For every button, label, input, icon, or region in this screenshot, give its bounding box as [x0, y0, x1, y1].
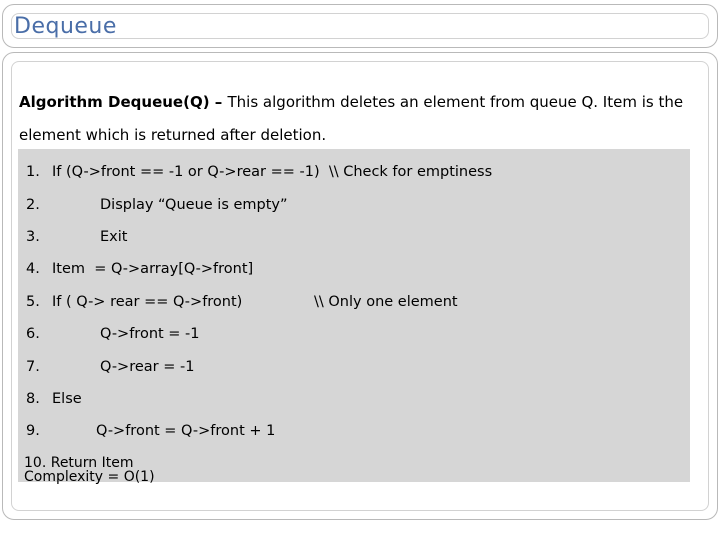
line-number: 2.: [26, 197, 40, 213]
slide-title: Dequeue: [14, 14, 117, 39]
code-line-4: [26, 260, 253, 278]
algorithm-description-text: This algorithm deletes an element from queue Q. Item is the element which is returned after deletion.: [19, 93, 684, 144]
code-text: Item = Q->array[Q->front]: [52, 261, 254, 277]
code-text: Q->front = -1: [100, 326, 200, 342]
line-number: 10.: [24, 455, 47, 471]
line-number: 6.: [26, 326, 40, 342]
algorithm-heading: Algorithm Dequeue(Q) –: [19, 93, 228, 111]
algorithm-description: [19, 86, 699, 152]
line-number: 5.: [26, 294, 40, 310]
line-number: 9.: [26, 423, 40, 439]
code-text: Else: [52, 391, 82, 407]
code-line-9: [26, 422, 275, 440]
code-text: Q->front = Q->front + 1: [96, 423, 276, 439]
line-number: 4.: [26, 261, 40, 277]
code-text: Return Item: [50, 455, 134, 471]
line-number: 3.: [26, 229, 40, 245]
code-line-8: [26, 390, 82, 408]
code-comment-5: \\ Only one element: [314, 294, 458, 310]
code-line-1: [26, 163, 492, 181]
code-text: If (Q->front == -1 or Q->rear == -1) \\ Check for emptiness: [52, 164, 493, 180]
code-text: Q->rear = -1: [100, 359, 195, 375]
code-line-2: [26, 196, 288, 214]
complexity-note: Complexity = O(1): [24, 469, 155, 485]
code-line-10: [24, 456, 134, 470]
code-line-7: [26, 358, 194, 376]
code-line-3: [26, 228, 127, 246]
line-number: 7.: [26, 359, 40, 375]
code-text: Exit: [100, 229, 128, 245]
code-text: If ( Q-> rear == Q->front): [52, 294, 243, 310]
code-panel: [18, 149, 690, 485]
line-number: 1.: [26, 164, 40, 180]
code-line-5: [26, 293, 242, 311]
code-text: Display “Queue is empty”: [100, 197, 288, 213]
line-number: 8.: [26, 391, 40, 407]
code-line-6: [26, 325, 200, 343]
